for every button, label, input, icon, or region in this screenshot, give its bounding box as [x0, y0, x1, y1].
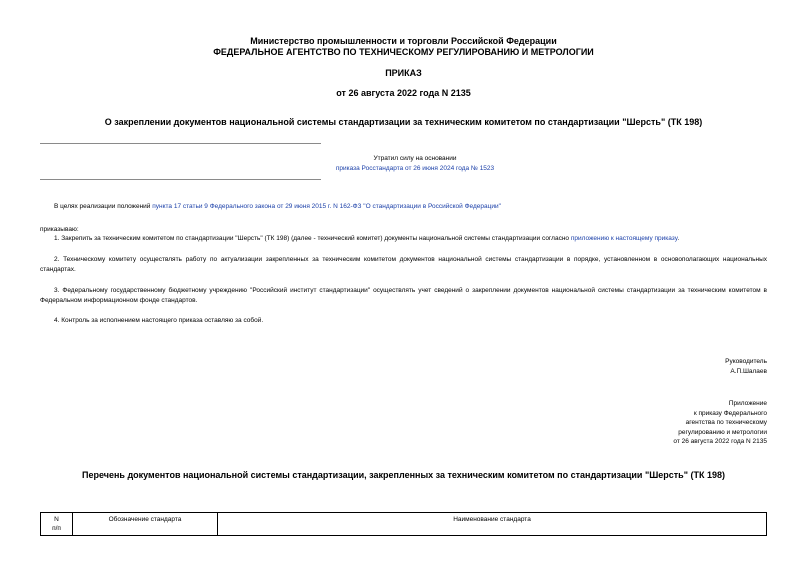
- col-designation-header: Обозначение стандарта: [73, 513, 218, 536]
- col-name-header: Наименование стандарта: [218, 513, 767, 536]
- preamble: [40, 202, 767, 212]
- divider-top: [40, 143, 321, 144]
- preamble-text: В целях реализации положений: [54, 203, 153, 210]
- appendix-line-5: от 26 августа 2022 года N 2135: [673, 438, 767, 445]
- item-1-text: 1. Закрепить за техническим комитетом по стандартизации "Шерсть" (ТК 198) (далее - технический комитет) документы национальной системы стандартизации согласно: [54, 235, 571, 242]
- appendix-line-3: агентства по техническому: [685, 419, 767, 426]
- agency-name: ФЕДЕРАЛЬНОЕ АГЕНТСТВО ПО ТЕХНИЧЕСКОМУ РЕГУЛИРОВАНИЮ И МЕТРОЛОГИИ: [213, 47, 594, 57]
- list-title: Перечень документов национальной системы стандартизации, закрепленных за техническим комитетом по стандартизации "Шерсть" (ТК 198): [82, 470, 725, 480]
- signature-title: Руководитель: [725, 358, 767, 365]
- order-word: приказываю:: [40, 226, 79, 233]
- item-1-end: .: [677, 235, 680, 242]
- ministry-name: Министерство промышленности и торговли Российской Федерации: [250, 36, 557, 46]
- col-number-label-2: п/п: [52, 525, 61, 532]
- table-header-row: [41, 513, 767, 536]
- status-note-text: Утратил силу на основании: [373, 155, 457, 162]
- appendix-link[interactable]: приложению к настоящему приказу: [570, 235, 678, 242]
- signature-name: А.П.Шалаев: [730, 367, 767, 375]
- document-date-number: от 26 августа 2022 года N 2135: [336, 88, 471, 98]
- appendix-line-2: к приказу Федерального: [693, 409, 767, 417]
- appendix-line-1: Приложение: [728, 400, 767, 407]
- item-1: [40, 234, 767, 244]
- appendix-line-4: регулированию и метрологии: [678, 428, 767, 436]
- status-note: [300, 154, 530, 173]
- item-3: 3. Федеральному государственному бюджетному учреждению "Российский институт стандартизации" осуществлять учет сведений о закреплении документов национальной системы стандартизации за техническим комитетом в Федеральном информационном фонде стандартов.: [40, 287, 767, 304]
- document-type: ПРИКАЗ: [385, 68, 422, 78]
- col-number-header: [41, 513, 73, 536]
- status-note-link[interactable]: приказа Росстандарта от 26 июня 2024 года № 1523: [335, 164, 495, 172]
- appendix-header: [673, 399, 767, 447]
- document-subject: О закреплении документов национальной системы стандартизации за техническим комитетом по стандартизации "Шерсть" (ТК 198): [104, 117, 703, 127]
- divider-bottom: [40, 179, 321, 180]
- item-2: 2. Техническому комитету осуществлять работу по актуализации закрепленных за техническим комитетом документов национальной системы стандартизации в порядке, установленном в основополагающих национальных стандартах.: [40, 256, 767, 273]
- standards-table: [40, 512, 767, 536]
- col-number-label-1: N: [54, 516, 59, 523]
- item-4: 4. Контроль за исполнением настоящего приказа оставляю за собой.: [54, 317, 264, 324]
- preamble-law-link[interactable]: пункта 17 статьи 9 Федерального закона от 29 июня 2015 г. N 162-ФЗ "О стандартизации в Российской Федерации": [152, 203, 501, 210]
- signature: [725, 357, 767, 376]
